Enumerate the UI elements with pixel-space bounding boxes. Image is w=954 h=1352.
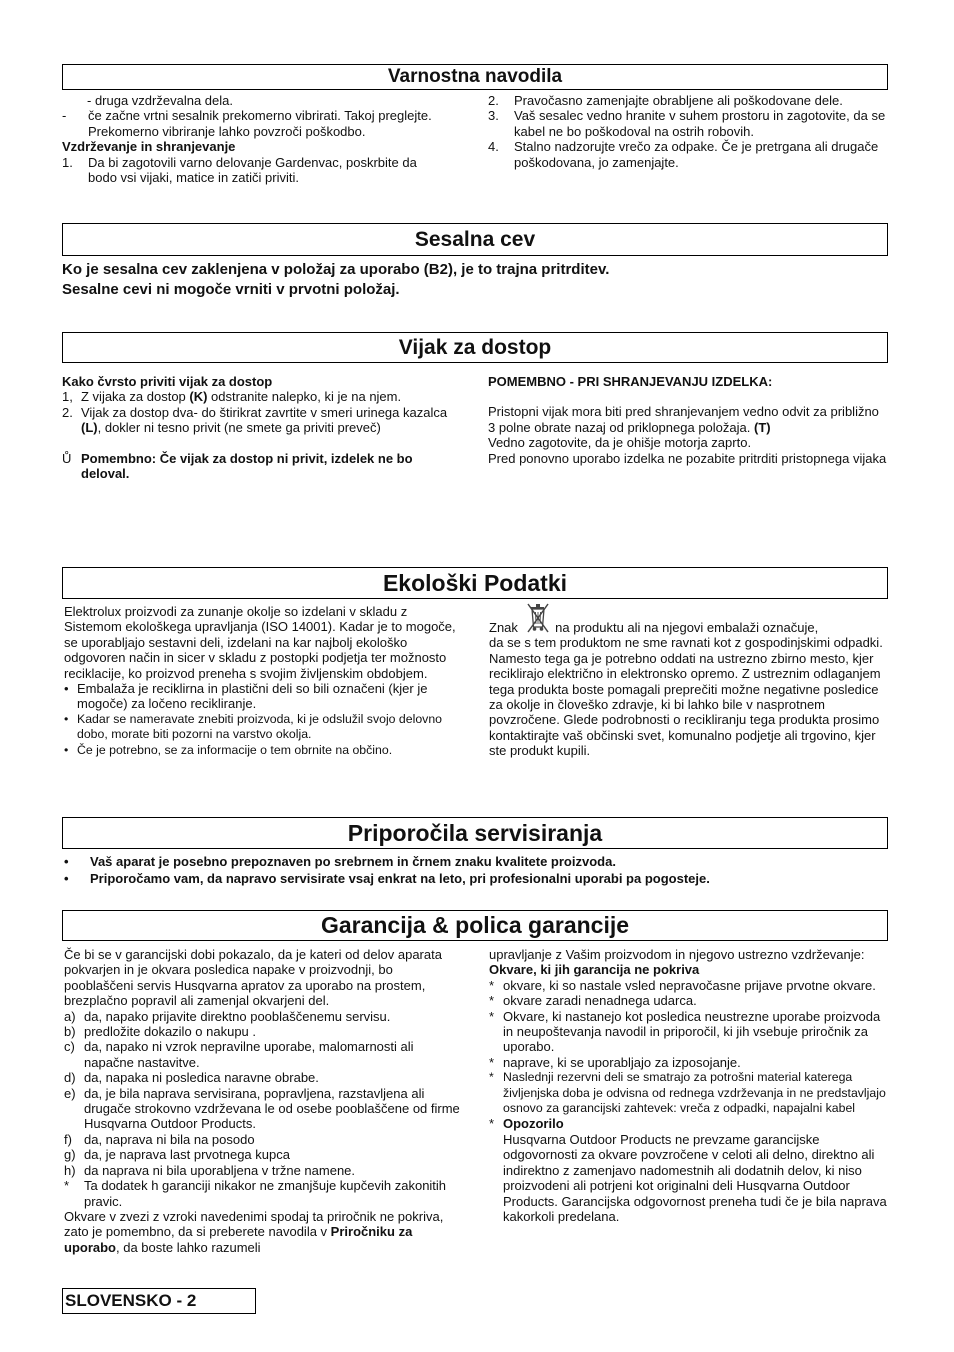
section-title: Priporočila servisiranja [347, 820, 603, 846]
list-item [62, 389, 448, 404]
list-item: f) da, naprava ni bila na posodo [64, 1131, 255, 1147]
list-item [64, 853, 888, 870]
list-item: b) predložite dokazilo o nakupu . [64, 1024, 257, 1040]
list-marker: 2. [488, 93, 499, 108]
list-item-text: Vaš aparat je posebno prepoznaven po srebrnem in črnem znaku kvalitete proizvoda. [90, 854, 616, 869]
znak-label: Znak [489, 620, 518, 635]
paragraph: Če bi se v garancijski dobi pokazalo, da je kateri od delov aparata pokvarjen in je okvara posledica napake v proizvodnji, bo pooblaščeni servis Husqvarna apratov za uporabo na prostem, brezplačno popravil ali zamenjal okvarjeni del. [64, 947, 442, 1009]
notice-line: Sesalne cevi ni mogoče vrniti v prvotni položaj. [62, 281, 400, 298]
subheading: Okvare, ki jih garancija ne pokriva [489, 962, 700, 978]
paragraph: Pristopni vijak mora biti pred shranjevanjem vedno odvit za približno 3 polne obrate nazaj od priklopnega položaja. (T) [488, 404, 879, 435]
list-item: * naprave, ki se uporabljajo za izposojanje. [489, 1054, 741, 1070]
warning-text: Pomembno: Če vijak za dostop ni privit, izdelek ne bo deloval. [81, 450, 413, 482]
section-header-varnostna [62, 64, 888, 90]
list-item-text: Vaš sesalec vedno hranite v suhem prostoru in zagotovite, da se kabel ne bo poškodoval na ostrih robovih. [514, 108, 886, 139]
bullet-marker: • [64, 681, 69, 697]
list-item-text: Vijak za dostop dva- do štirikrat zavrtite v smeri urinega kazalca (L), dokler ni tesno privit (ne smete ga priviti preveč) [81, 404, 448, 436]
paragraph: da se s tem produktom ne sme ravnati kot z gospodinjskimi odpadki. Namesto tega ga je potrebno oddati na ustrezno zbirno mesto, kjer reciklirajo električno in elektronsko opremo. Z ustreznim odlaganjem tega produkta boste pomagali preprečiti možne negativne posledice za okolje in človeško zdravje, ki bi lahko bile v nasprotnem povzročene. Glede podrobnosti o recikliranju tega produkta prosimo kontaktirajte vaš občinski svet, komunalno podjetje ali trgovino, kjer ste produkt kupili. [489, 635, 883, 759]
paragraph: upravljanje z Vašim proizvodom in njegovo ustrezno vzdrževanje: [489, 947, 865, 962]
page-footer-label [62, 1288, 256, 1314]
section-title: Garancija & polica garancije [320, 912, 630, 938]
section-title: Vijak za dostop [398, 336, 552, 359]
list-item-text: Kadar se nameravate znebiti proizvoda, ki je odslužil svojo delovno dobo, morate biti pozorni na varstvo okolja. [77, 711, 443, 742]
znak-continuation: na produktu ali na njegovi embalaži označuje, [555, 620, 819, 635]
list-item: a) da, napako prijavite direktno pooblaščenemu servisu. [64, 1008, 391, 1024]
list-marker: 1. [62, 154, 73, 170]
list-item [488, 93, 886, 108]
page-number: SLOVENSKO - 2 [65, 1291, 197, 1310]
list-item [64, 712, 464, 743]
paragraph: Okvare v zvezi z vzroki navedenimi spodaj ta priročnik ne pokriva, zato je pomembno, da si preberete navodila v Priročniku za uporabo, da boste lahko razumeli [64, 1208, 444, 1255]
garancija-left-column [64, 947, 464, 1255]
subheading: Kako čvrsto priviti vijak za dostop [62, 374, 273, 389]
list-item: * okvare, ki so nastale vsled nepravočasne prijave prvotne okvare. [489, 977, 876, 993]
list-item-text: Da bi zagotovili varno delovanje Gardenvac, poskrbite da bodo vsi vijaki, matice in zatiči priviti. [88, 154, 417, 186]
list-marker: - [62, 108, 67, 124]
section-header-sesalna [62, 223, 888, 256]
bullet-marker: • [64, 742, 69, 757]
paragraph: Vedno zagotovite, da je ohišje motorja zaprto. [488, 435, 752, 451]
list-item: * okvare zaradi nenadnega udarca. [489, 993, 697, 1009]
bullet-marker: • [64, 871, 69, 886]
list-item [488, 139, 886, 170]
section-header-servis [62, 817, 888, 849]
list-item [62, 405, 448, 436]
section-header-garancija [62, 910, 888, 941]
list-item [62, 93, 448, 108]
paragraph: Elektrolux proizvodi za zunanje okolje so izdelani v skladu z Sistemom ekološkega upravljanja (ISO 14001). Kadar je to mogoče, se uporabljajo sestavni deli, izdelani na kar najbolj ekološko odgovoren način in sicer v skladu z postopki podjetja ter možnosto reciklacije, ko proizvod preneha s svojim življenskim obdobjem. [64, 604, 456, 681]
list-item [488, 108, 886, 139]
garancija-right-column [489, 947, 889, 1224]
list-item: * Naslednji rezervni deli se smatrajo za potrošni material katerega življenjska doba je odvisna od rednega vzdrževanja in ne predstavljajo osnovo za garancijski zahtevek: vrečа z odpadki, napajalni kabel [489, 1070, 886, 1116]
list-item: d) da, napaka ni posledica naravne obrabe. [64, 1070, 319, 1086]
warning-icon: Ů [62, 450, 72, 466]
paragraph: Pred ponovno uporabo izdelka ne pozabite pritrditi pristopnega vijaka [488, 450, 887, 466]
list-item: c) da, napako ni vzrok nepravilne uporabe, malomarnosti ali napačne nastavitve. [64, 1039, 414, 1070]
subheading: POMEMBNO - PRI SHRANJEVANJU IZDELKA: [488, 374, 773, 389]
list-item: * Opozorilo Husqvarna Outdoor Products ne prevzame garancijske odgovornosti za okvare povzročene v celoti ali delno, direktno ali indirektno z zamenjavo nadomestnih ali dodatnih delov, ki niso proizvodeni ali potrjeni kot originalni deli Husqvarna Outdoor Products. Garancijska odgovornost preneha tudi če je bila naprava kakorkoli predelana. [489, 1116, 887, 1224]
section-header-eko [62, 567, 888, 599]
list-item-text: Embalaža je reciklirna in plastični deli so bili označeni (kjer je mogoče) za ločeno recikliranje. [77, 681, 428, 712]
subheading: Vzdrževanje in shranjevanje [62, 139, 236, 155]
section-title: Sesalna cev [414, 228, 536, 251]
list-item-text: Z vijaka za dostop (K) odstranite nalepko, ki je na njem. [81, 389, 402, 405]
eko-left-column [64, 604, 464, 758]
crossed-out-wheelie-bin-icon [522, 620, 552, 634]
list-item [64, 681, 464, 712]
list-item: * Ta dodatek h garanciji nikakor ne zmanjšuje kupčevih zakonitih pravic. [64, 1178, 447, 1209]
list-item [62, 108, 448, 139]
list-item: g) da, je naprava last prvotnega kupca [64, 1147, 290, 1163]
list-item [64, 743, 464, 758]
list-item-text: - druga vzdrževalna dela. [87, 93, 233, 108]
vijak-right-column [488, 374, 888, 466]
section-title: Ekološki Podatki [382, 570, 568, 596]
vijak-left-column [62, 374, 448, 481]
list-item-text: Če je potrebno, se za informacije o tem obrnite na občino. [77, 742, 393, 757]
list-item-text: Stalno nadzorujte vrečo za odpake. Če je pretrgana ali drugače poškodovana, jo zamenjajte. [514, 139, 879, 170]
list-item: h) da naprava ni bila uporabljena v tržne namene. [64, 1162, 356, 1178]
paragraph [489, 620, 889, 635]
list-marker: 4. [488, 139, 499, 155]
servis-list [64, 853, 888, 887]
list-marker: 1, [62, 389, 73, 405]
varnostna-left-column [62, 93, 448, 185]
eko-right-column [489, 620, 889, 759]
list-marker: 3. [488, 108, 499, 124]
bullet-marker: • [64, 711, 69, 726]
list-item [64, 870, 888, 887]
subheading: Opozorilo [503, 1116, 564, 1132]
list-item-text: Priporočamo vam, da napravo servisirate vsaj enkrat na leto, pri profesionalni uporabi pa pogosteje. [90, 871, 710, 886]
list-marker: 2. [62, 404, 73, 420]
list-item-text: če začne vrtni sesalnik prekomerno vibrirati. Takoj preglejte. Prekomerno vibriranje lahko povzroči poškodbo. [88, 108, 432, 139]
warning-note [62, 451, 448, 482]
section-header-vijak [62, 332, 888, 363]
section-title: Varnostna navodila [387, 66, 563, 87]
varnostna-right-column [488, 93, 886, 170]
list-item: e) da, je bila naprava servisirana, popravljena, razstavljena ali drugače strokovno vzdrževana le od osebe pooblaščene od firme Husqvarna Outdoor Products. [64, 1085, 460, 1132]
sesalna-notice [62, 260, 888, 300]
list-item [62, 155, 448, 186]
bullet-marker: • [64, 854, 69, 869]
list-item: * Okvare, ki nastanejo kot posledica neustrezne uporabe proizvoda in neupoštevanja navodil in priporočil, ki jih vsebuje priročnik za uporabo. [489, 1008, 881, 1055]
list-item-text: Pravočasno zamenjajte obrabljene ali poškodovane dele. [514, 93, 843, 108]
notice-line: Ko je sesalna cev zaklenjena v položaj za uporabo (B2), je to trajna pritrditev. [62, 261, 610, 278]
